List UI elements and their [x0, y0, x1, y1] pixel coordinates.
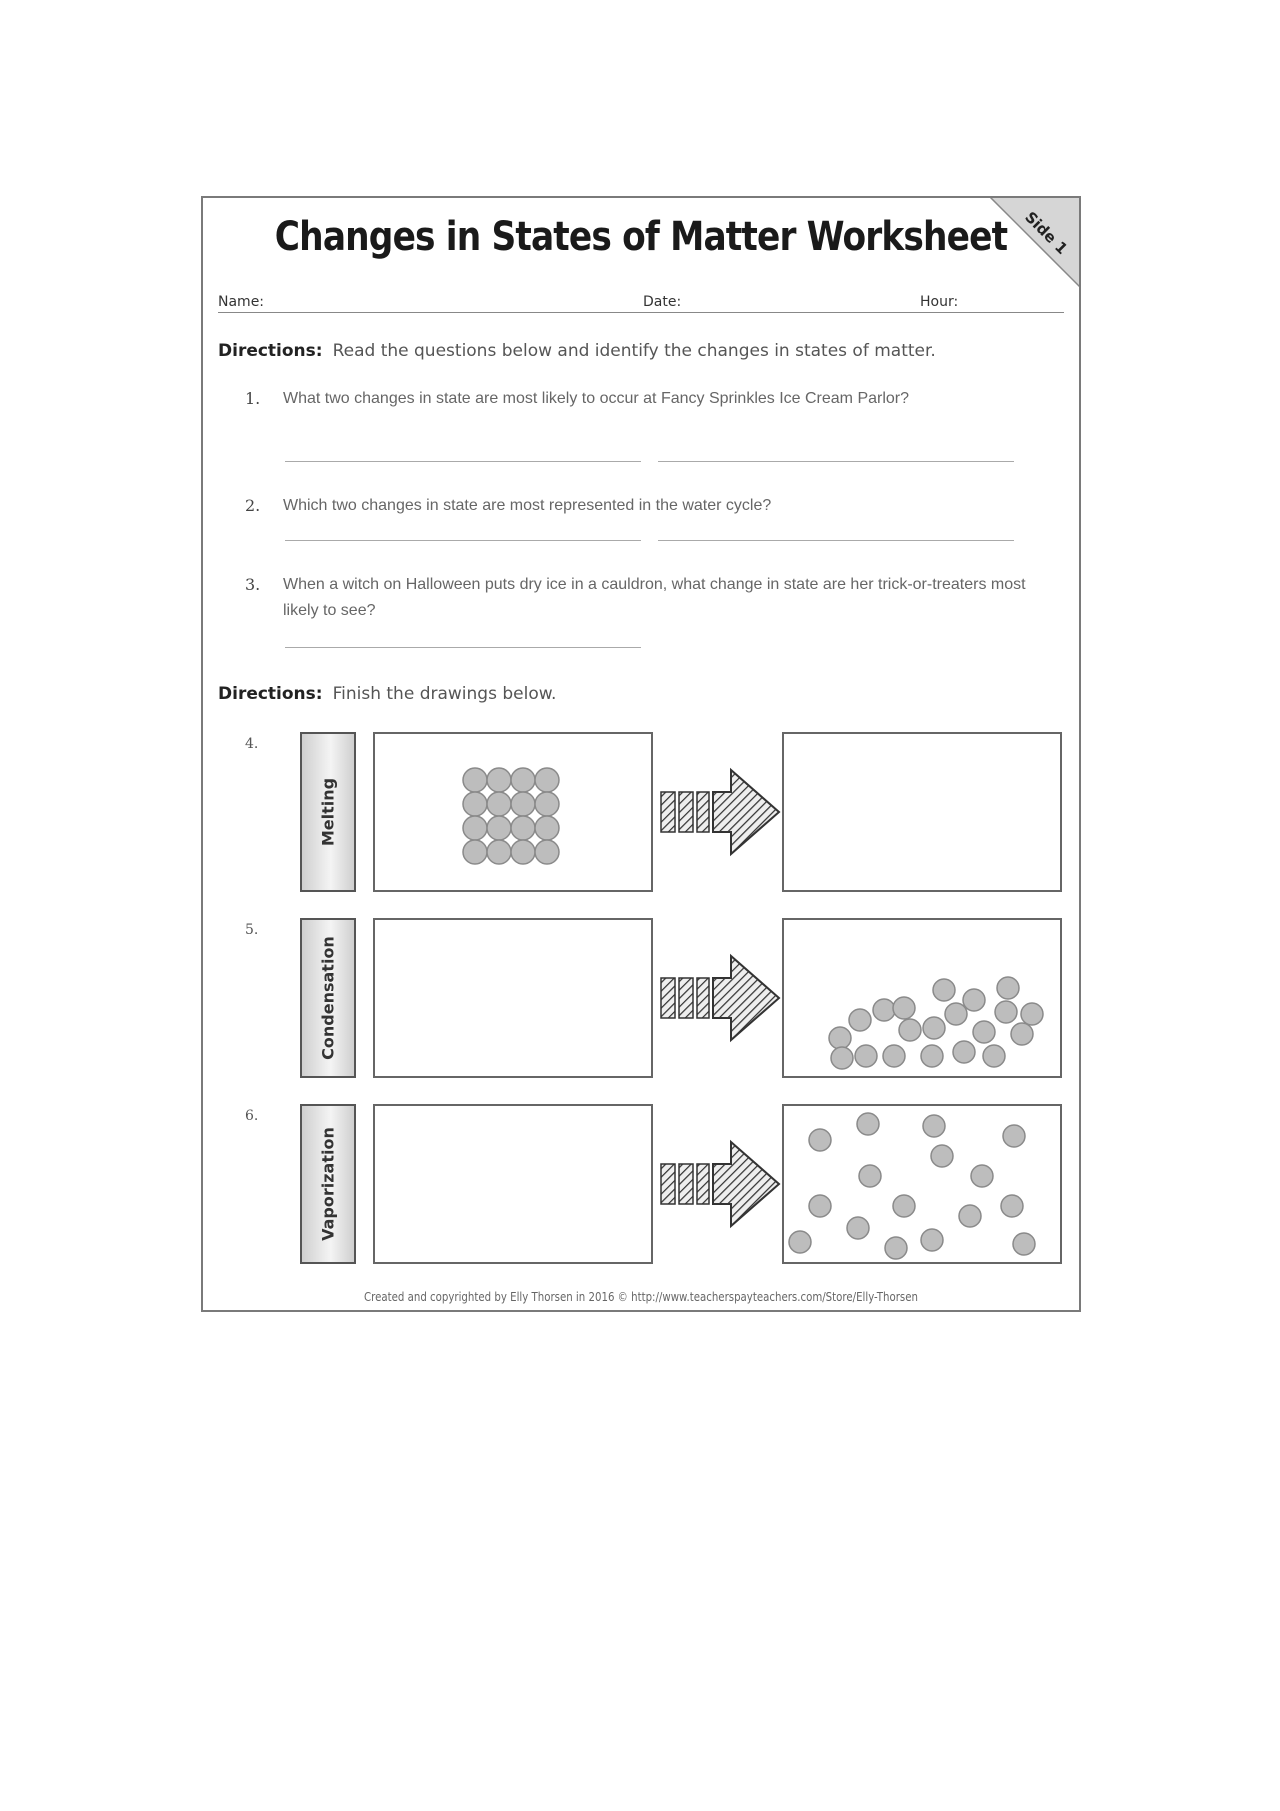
copyright-footer: Created and copyrighted by Elly Thorsen in 2016 © http://www.teacherspayteachers.com/Store/Elly-Thorsen — [364, 1290, 918, 1304]
answer-line-2a[interactable] — [285, 540, 641, 541]
directions-label: Directions: — [218, 341, 323, 361]
directions-label: Directions: — [218, 684, 323, 704]
answer-line-3[interactable] — [285, 647, 641, 648]
directions-text: Finish the drawings below. — [332, 684, 557, 704]
melting-before-box — [373, 732, 653, 892]
question-number: 3. — [245, 575, 261, 594]
drawing-number-6: 6. — [245, 1108, 259, 1124]
question-text: When a witch on Halloween puts dry ice in a cauldron, what change in state are her trick-or-treaters most likely to see? — [283, 576, 1026, 619]
gas-particles — [784, 1106, 1060, 1262]
directions-drawings — [218, 684, 556, 704]
hour-field-label: Hour: — [920, 294, 959, 310]
arrow-right-icon — [659, 764, 781, 860]
liquid-particles — [784, 920, 1060, 1076]
worksheet — [201, 196, 1081, 1312]
drawing-number-5: 5. — [245, 922, 259, 938]
question-3 — [245, 572, 1035, 624]
question-2 — [245, 493, 1035, 519]
tab-vaporization — [300, 1104, 356, 1264]
tab-label: Vaporization — [318, 1127, 338, 1241]
directions-questions — [218, 341, 936, 361]
date-field-label: Date: — [643, 294, 682, 310]
side-label: Side 1 — [1021, 208, 1072, 258]
drawing-number-4: 4. — [245, 736, 259, 752]
arrow-right-icon — [659, 950, 781, 1046]
answer-line-1a[interactable] — [285, 461, 641, 462]
question-text: Which two changes in state are most represented in the water cycle? — [283, 497, 772, 514]
directions-text: Read the questions below and identify the changes in states of matter. — [332, 341, 936, 361]
tab-label: Melting — [318, 777, 338, 847]
vaporization-after-box — [782, 1104, 1062, 1264]
tab-melting — [300, 732, 356, 892]
question-1 — [245, 386, 1035, 438]
tab-label: Condensation — [318, 936, 338, 1060]
condensation-after-box — [782, 918, 1062, 1078]
solid-particles — [375, 734, 651, 890]
vaporization-before-box[interactable] — [373, 1104, 653, 1264]
tab-condensation — [300, 918, 356, 1078]
student-info-line — [218, 290, 1064, 313]
melting-after-box[interactable] — [782, 732, 1062, 892]
question-number: 1. — [245, 389, 261, 408]
name-field-label: Name: — [218, 294, 265, 310]
arrow-right-icon — [659, 1136, 781, 1232]
question-number: 2. — [245, 496, 261, 515]
worksheet-title: Changes in States of Matter Worksheet — [274, 214, 1008, 260]
answer-line-1b[interactable] — [658, 461, 1014, 462]
answer-line-2b[interactable] — [658, 540, 1014, 541]
question-text: What two changes in state are most likely to occur at Fancy Sprinkles Ice Cream Parlor? — [283, 390, 910, 407]
condensation-before-box[interactable] — [373, 918, 653, 1078]
